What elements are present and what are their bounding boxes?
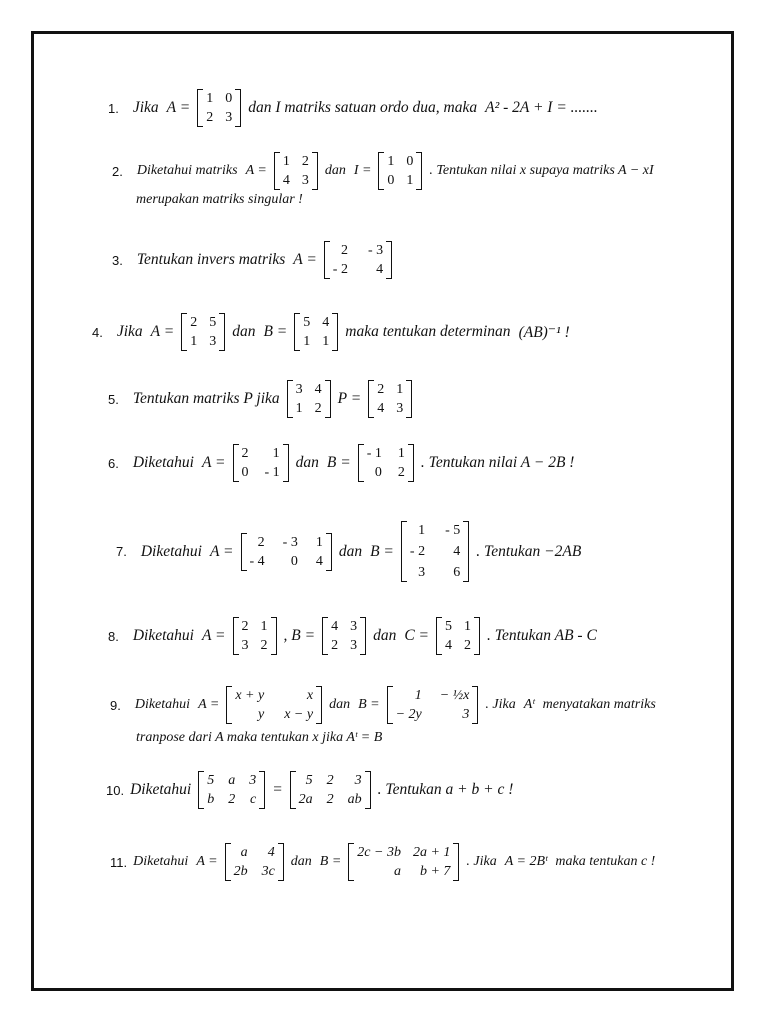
matrix-entry: y [257, 707, 265, 722]
matrix-entry: 1 [282, 154, 290, 169]
matrix-entry: 2 [331, 638, 339, 653]
matrix-entry: 2 [301, 154, 309, 169]
matrix-entry: - 4 [249, 553, 265, 569]
matrix-entry: b + 7 [419, 864, 451, 879]
matrix-a [181, 313, 225, 351]
matrix-a [274, 152, 318, 190]
matrix-entry: 2a [298, 792, 313, 807]
matrix-b [358, 444, 414, 482]
matrix-b [401, 521, 469, 582]
matrix-entry: 4 [376, 262, 384, 277]
matrix-entry: 1 [322, 334, 330, 349]
matrix-entry: 5 [445, 619, 452, 634]
matrix-entry: − ½x [439, 688, 470, 703]
matrix-entry: b [207, 792, 215, 807]
matrix-entry: 0 [241, 465, 249, 480]
matrix-entry: 0 [225, 91, 233, 106]
matrix-entry: 2a + 1 [412, 845, 451, 860]
matrix-entry: 1 [406, 173, 414, 188]
matrix-a [233, 617, 277, 655]
question-8: 8. Diketahui A = 2 1 3 2 , B = 4 3 2 3 dan C = 5 1 4 2 . Tentukan AB - C [108, 619, 597, 653]
matrix-entry: 3 [418, 565, 426, 580]
matrix-entry: 3 [209, 334, 217, 349]
matrix-entry: 1 [190, 334, 198, 349]
matrix-entry: − 2y [395, 707, 422, 722]
matrix-entry: 1 [303, 334, 311, 349]
question-2-line-2: merupakan matriks singular ! [136, 192, 303, 207]
matrix-entry: 5 [209, 315, 217, 330]
matrix-entry: 0 [290, 553, 298, 569]
question-7: 7. Diketahui A = 2 - 3 1 - 4 0 4 dan B = 1 - 5 - 2 4 3 6 . Tentukan −2AB [116, 523, 582, 580]
matrix-b [348, 843, 459, 881]
matrix-entry: - 1 [264, 465, 280, 480]
matrix-entry: a [393, 864, 401, 879]
matrix-entry: 3 [396, 401, 404, 416]
matrix-entry: 1 [295, 401, 303, 416]
question-9: 9. Diketahui A = x + y x y x − y dan B = 1 − ½x − 2y 3 . Jika Aᵗ menyatakan matriks [110, 688, 656, 722]
matrix-b [294, 313, 338, 351]
matrix-entry: 3 [241, 638, 249, 653]
matrix-entry: 1 [396, 382, 404, 397]
matrix-entry: 4 [445, 638, 452, 653]
matrix-entry: - 3 [367, 243, 384, 258]
matrix-a [241, 533, 332, 571]
matrix-a [225, 843, 284, 881]
matrix-entry: 2 [241, 446, 249, 461]
matrix-entry: 1 [414, 688, 422, 703]
matrix-entry: 2b [233, 864, 248, 879]
matrix-a [324, 241, 392, 279]
matrix-entry: 2c − 3b [357, 845, 401, 860]
matrix-entry: 4 [377, 401, 385, 416]
matrix-entry: 0 [406, 154, 414, 169]
question-2: 2. Diketahui matriks A = 1 2 4 3 dan I = 1 0 0 1 . Tentukan nilai x supaya matriks A − xI [112, 154, 654, 188]
matrix-entry: ab [347, 792, 362, 807]
matrix-entry: 4 [282, 173, 290, 188]
matrix-entry: 4 [267, 845, 275, 860]
matrix-entry: 1 [464, 619, 471, 634]
matrix-entry: 2 [314, 401, 322, 416]
matrix-entry: 4 [331, 619, 339, 634]
matrix-entry: 5 [305, 773, 313, 788]
matrix-entry: c [249, 792, 257, 807]
matrix-entry: 3 [301, 173, 309, 188]
matrix-entry: 4 [314, 382, 322, 397]
matrix-entry: 2 [464, 638, 471, 653]
matrix-b [322, 617, 366, 655]
matrix-entry: 6 [453, 565, 461, 580]
matrix-entry: - 1 [366, 446, 382, 461]
matrix-entry: 3 [249, 773, 257, 788]
matrix-entry: a [240, 845, 248, 860]
matrix-entry: 2 [260, 638, 268, 653]
matrix-entry: 1 [387, 154, 395, 169]
matrix-left [287, 380, 331, 418]
matrix-entry: 2 [190, 315, 198, 330]
matrix-entry: x + y [235, 688, 265, 703]
matrix-b [387, 686, 479, 724]
matrix-entry: x [306, 688, 314, 703]
matrix-entry: 1 [397, 446, 405, 461]
matrix-entry: 1 [206, 91, 214, 106]
question-10: 10. Diketahui 5 a 3 b 2 c = 5 2 3 2a 2 ab . Tentukan a + b + c ! [106, 773, 514, 807]
matrix-entry: 3 [354, 773, 362, 788]
matrix-left [198, 771, 265, 809]
matrix-entry: 2 [326, 792, 334, 807]
matrix-entry: 3 [350, 619, 358, 634]
matrix-right [368, 380, 412, 418]
matrix-entry: 2 [241, 619, 249, 634]
matrix-entry: 1 [272, 446, 280, 461]
matrix-entry: 1 [418, 523, 426, 538]
matrix-i [378, 152, 422, 190]
matrix-entry: 3 [295, 382, 303, 397]
matrix-entry: 2 [340, 243, 348, 258]
question-3: 3. Tentukan invers matriks A = 2 - 3 - 2 4 [112, 241, 395, 279]
matrix-entry: 2 [206, 110, 214, 125]
matrix-entry: 2 [326, 773, 334, 788]
matrix-entry: 3 [462, 707, 470, 722]
matrix-entry: - 5 [445, 523, 461, 538]
matrix-entry: x − y [284, 707, 314, 722]
matrix-entry: 2 [377, 382, 385, 397]
matrix-entry: a [228, 773, 236, 788]
matrix-entry: 2 [228, 792, 236, 807]
matrix-c [436, 617, 480, 655]
matrix-entry: 3c [261, 864, 275, 879]
question-1: 1. Jika A = 1 0 2 3 dan I matriks satuan ordo dua, maka A² - 2A + I = ....... [108, 91, 598, 125]
matrix-entry: 4 [322, 315, 330, 330]
matrix-entry: - 2 [332, 262, 348, 277]
matrix-entry: 5 [303, 315, 311, 330]
matrix-entry: - 3 [282, 534, 298, 550]
matrix-a [233, 444, 289, 482]
question-4: 4. Jika A = 2 5 1 3 dan B = 5 4 1 1 maka tentukan determinan (AB)⁻¹ ! [92, 315, 570, 349]
matrix-entry: 3 [225, 110, 233, 125]
matrix-entry: 2 [397, 465, 405, 480]
question-11: 11. Diketahui A = a 4 2b 3c dan B = 2c − 3b 2a + 1 a b + 7 . Jika A = 2Bᵗ maka tentukan c ! [110, 845, 656, 879]
matrix-entry: - 2 [409, 544, 426, 559]
matrix-entry: 4 [315, 553, 323, 569]
matrix-a [197, 89, 241, 127]
question-5: 5. Tentukan matriks P jika 3 4 1 2 P = 2 1 4 3 [108, 380, 415, 418]
matrix-entry: 2 [257, 534, 265, 550]
matrix-entry: 3 [350, 638, 358, 653]
matrix-entry: 1 [315, 534, 323, 550]
matrix-entry: 5 [207, 773, 215, 788]
matrix-a [226, 686, 322, 724]
question-9-line-2: tranpose dari A maka tentukan x jika Aᵗ = B [136, 730, 383, 745]
matrix-entry: 0 [374, 465, 382, 480]
matrix-entry: 0 [387, 173, 395, 188]
matrix-entry: 4 [453, 544, 461, 559]
question-6: 6. Diketahui A = 2 1 0 - 1 dan B = - 1 1 0 2 . Tentukan nilai A − 2B ! [108, 446, 575, 480]
matrix-entry: 1 [260, 619, 268, 634]
matrix-right [290, 771, 371, 809]
